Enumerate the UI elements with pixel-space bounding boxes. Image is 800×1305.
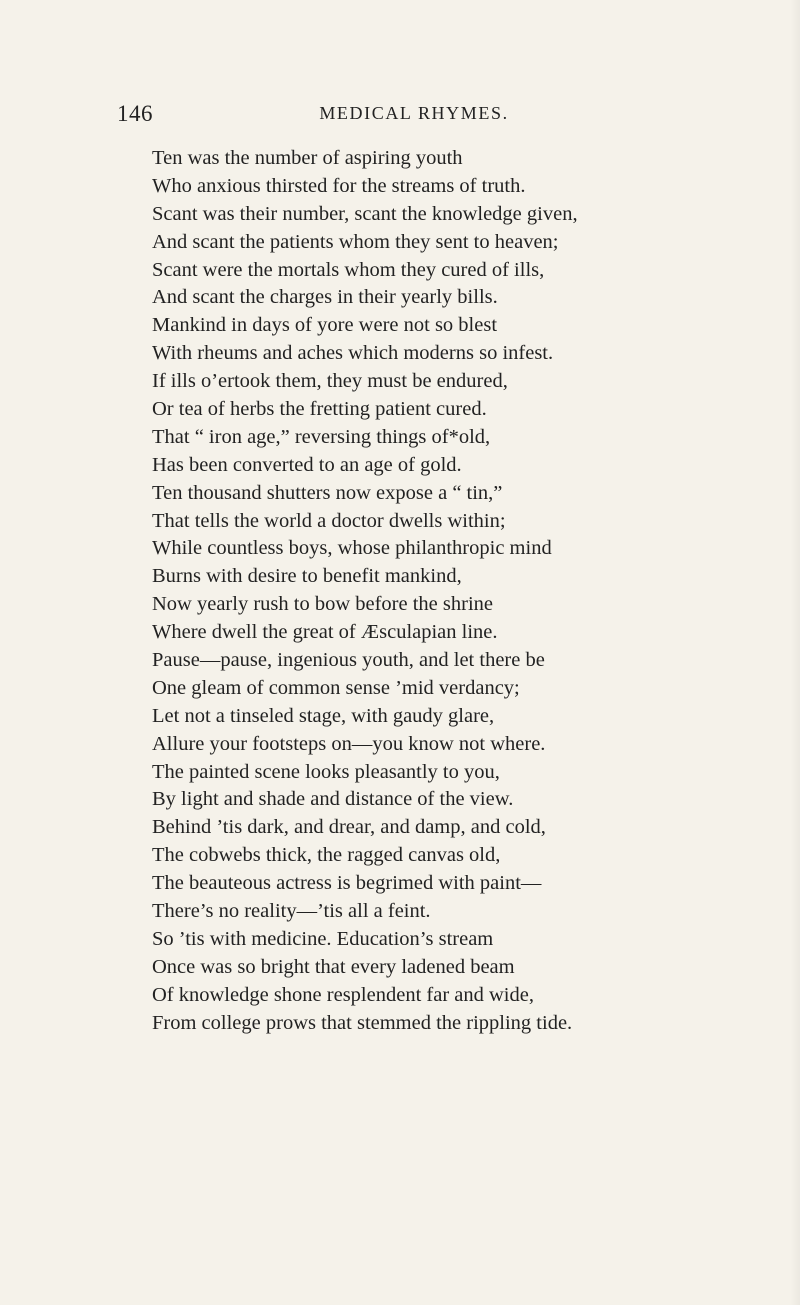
poem-line: That “ iron age,” reversing things of*old, — [152, 425, 491, 448]
poem-line: Scant was their number, scant the knowledge given, — [152, 202, 578, 225]
poem-line: While countless boys, whose philanthropic mind — [152, 537, 552, 560]
poem-line: By light and shade and distance of the view. — [152, 788, 514, 811]
poem-line: And scant the patients whom they sent to heaven; — [152, 230, 559, 253]
poem-line: Or tea of herbs the fretting patient cured. — [152, 398, 487, 421]
poem-line: Mankind in days of yore were not so blest — [152, 314, 498, 337]
poem-line: One gleam of common sense ’mid verdancy; — [152, 676, 520, 699]
poem — [152, 145, 792, 1038]
poem-line: Scant were the mortals whom they cured of ills, — [152, 258, 545, 281]
page-number: 146 — [117, 101, 153, 126]
poem-line: The painted scene looks pleasantly to you, — [152, 760, 500, 783]
poem-line: Allure your footsteps on—you know not where. — [152, 732, 546, 755]
poem-line: Ten was the number of aspiring youth — [152, 147, 463, 169]
poem-line: The beauteous actress is begrimed with paint— — [152, 872, 542, 895]
poem-line: Of knowledge shone resplendent far and wide, — [152, 983, 534, 1006]
poem-line: Behind ’tis dark, and drear, and damp, and cold, — [152, 816, 546, 839]
poem-line: And scant the charges in their yearly bills. — [152, 286, 498, 309]
poem-line: If ills o’ertook them, they must be endured, — [152, 370, 508, 393]
poem-line: Once was so bright that every ladened beam — [152, 955, 515, 978]
poem-line: With rheums and aches which moderns so infest. — [152, 342, 554, 365]
poem-line: Has been converted to an age of gold. — [152, 453, 462, 476]
poem-line: Ten thousand shutters now expose a “ tin,” — [152, 481, 503, 504]
poem-line: Where dwell the great of Æsculapian line. — [152, 621, 498, 644]
poem-line: Burns with desire to benefit mankind, — [152, 565, 462, 588]
poem-line: Who anxious thirsted for the streams of truth. — [152, 174, 526, 197]
poem-line: So ’tis with medicine. Education’s stream — [152, 927, 494, 950]
poem-line: Let not a tinseled stage, with gaudy glare, — [152, 704, 495, 727]
poem-line: Now yearly rush to bow before the shrine — [152, 593, 494, 616]
poem-line: From college prows that stemmed the rippling tide. — [152, 1011, 573, 1034]
page-header — [0, 101, 800, 131]
poem-line: That tells the world a doctor dwells within; — [152, 509, 506, 532]
poem-line: The cobwebs thick, the ragged canvas old, — [152, 844, 501, 867]
poem-line: Pause—pause, ingenious youth, and let there be — [152, 649, 545, 672]
running-head: MEDICAL RHYMES. — [319, 103, 509, 123]
poem-line: There’s no reality—’tis all a feint. — [152, 900, 431, 923]
page-edge-shadow — [790, 0, 800, 1305]
